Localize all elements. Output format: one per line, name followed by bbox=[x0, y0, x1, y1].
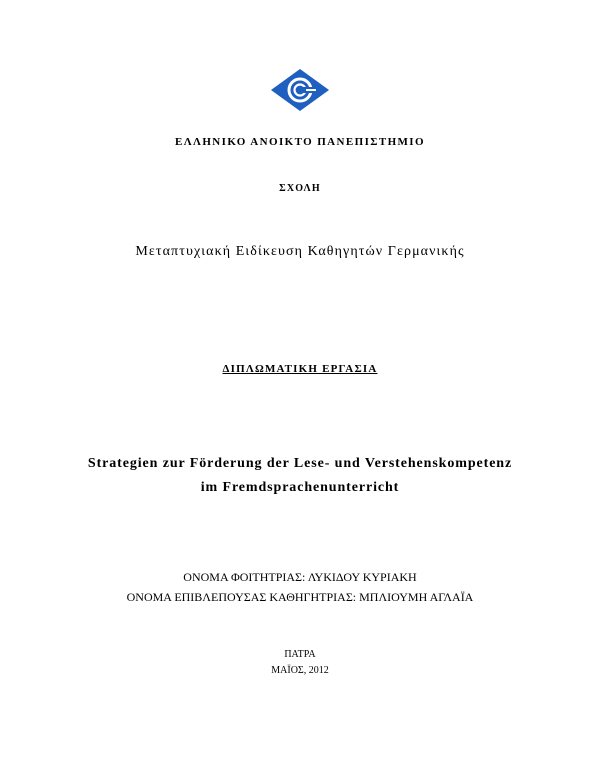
thesis-title-line-1: Strategien zur Förderung der Lese- und Verstehenskompetenz bbox=[87, 456, 513, 471]
student-name: ΟΝΟΜΑ ΦΟΙΤΗΤΡΙΑΣ: ΛΥΚΙΔΟΥ ΚΥΡΙΑΚΗ bbox=[183, 570, 417, 584]
city: ΠΑΤΡΑ bbox=[284, 649, 316, 660]
supervisor-name: ΟΝΟΜΑ ΕΠΙΒΛΕΠΟΥΣΑΣ ΚΑΘΗΓΗΤΡΙΑΣ: ΜΠΛΙΟΥΜΗ ΑΓΛΑΪΑ bbox=[126, 590, 474, 604]
thesis-title-line-2: im Fremdsprachenunterricht bbox=[200, 480, 400, 495]
university-name: ΕΛΛΗΝΙΚΟ ΑΝΟΙΚΤΟ ΠΑΝΕΠΙΣΤΗΜΙΟ bbox=[175, 136, 425, 148]
date: ΜΑΪΟΣ, 2012 bbox=[271, 665, 329, 676]
university-logo-icon bbox=[270, 68, 330, 112]
thesis-label: ΔΙΠΛΩΜΑΤΙΚΗ ΕΡΓΑΣΙΑ bbox=[222, 363, 378, 375]
school-name: ΣΧΟΛΗ bbox=[279, 183, 321, 194]
program-name: Μεταπτυχιακή Ειδίκευση Καθηγητών Γερμανικής bbox=[135, 244, 465, 259]
